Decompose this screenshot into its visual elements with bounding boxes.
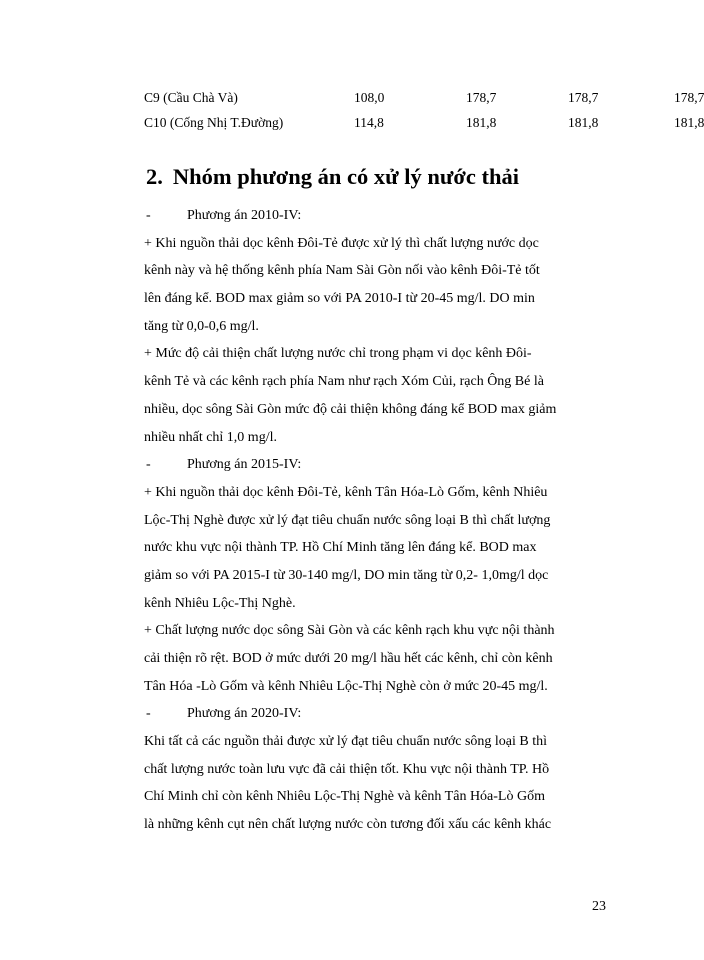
table-cell: 178,7 <box>466 90 497 105</box>
section-heading <box>146 164 519 190</box>
text-line: Chí Minh chỉ còn kênh Nhiêu Lộc-Thị Nghè và kênh Tân Hóa-Lò Gốm <box>144 789 545 805</box>
text-line: kênh này và hệ thống kênh phía Nam Sài Gòn nối vào kênh Đôi-Tẻ tốt <box>144 263 540 279</box>
text-line: lên đáng kể. BOD max giảm so với PA 2010-I từ 20-45 mg/l. DO min <box>144 291 535 307</box>
text-line: nhiều, dọc sông Sài Gòn mức độ cải thiện không đáng kể BOD max giảm <box>144 401 557 417</box>
text-line: + Khi nguồn thải dọc kênh Đôi-Tẻ được xử lý thì chất lượng nước dọc <box>144 235 539 251</box>
text-line: + Chất lượng nước dọc sông Sài Gòn và các kênh rạch khu vực nội thành <box>144 623 555 639</box>
table-cell: 108,0 <box>354 90 385 105</box>
table-row <box>0 115 704 135</box>
text-line: + Mức độ cải thiện chất lượng nước chỉ trong phạm vi dọc kênh Đôi- <box>144 346 532 362</box>
table-cell: 178,7 <box>568 90 599 105</box>
station-name: C10 (Cống Nhị T.Đường) <box>144 115 284 130</box>
bullet-dash: - <box>146 706 151 722</box>
text-line: Lộc-Thị Nghè được xử lý đạt tiêu chuẩn nước sông loại B thì chất lượng <box>144 512 551 528</box>
section-title: Nhóm phương án có xử lý nước thải <box>172 164 519 189</box>
option-label: Phương án 2015-IV: <box>187 457 302 473</box>
text-line: nước khu vực nội thành TP. Hồ Chí Minh tăng lên đáng kể. BOD max <box>144 540 537 556</box>
text-line: + Khi nguồn thải dọc kênh Đôi-Tẻ, kênh Tân Hóa-Lò Gốm, kênh Nhiêu <box>144 484 548 500</box>
table-row <box>0 90 704 110</box>
option-label: Phương án 2010-IV: <box>187 208 302 223</box>
text-line: Khi tất cả các nguồn thải được xử lý đạt tiêu chuẩn nước sông loại B thì <box>144 734 548 750</box>
table-cell: 181,8 <box>674 115 704 130</box>
option-label: Phương án 2020-IV: <box>187 706 302 722</box>
table-cell: 178,7 <box>674 90 704 105</box>
text-line: giảm so với PA 2015-I từ 30-140 mg/l, DO min tăng từ 0,2- 1,0mg/l dọc <box>144 567 549 583</box>
bullet-dash: - <box>146 208 151 223</box>
text-line: cải thiện rõ rệt. BOD ở mức dưới 20 mg/l hầu hết các kênh, chỉ còn kênh <box>144 651 553 666</box>
text-line: là những kênh cụt nên chất lượng nước còn tương đối xấu các kênh khác <box>144 817 552 833</box>
text-line: tăng từ 0,0-0,6 mg/l. <box>144 318 259 334</box>
body-text <box>144 202 584 839</box>
station-name: C9 (Cầu Chà Và) <box>144 90 238 105</box>
text-line: kênh Nhiêu Lộc-Thị Nghè. <box>144 595 296 611</box>
page-number: 23 <box>592 899 606 914</box>
text-line: chất lượng nước toàn lưu vực đã cải thiện tốt. Khu vực nội thành TP. Hồ <box>144 761 550 777</box>
text-line: kênh Tẻ và các kênh rạch phía Nam như rạch Xóm Củi, rạch Ông Bé là <box>144 374 544 390</box>
option-heading <box>144 202 584 230</box>
text-line: Tân Hóa -Lò Gốm và kênh Nhiêu Lộc-Thị Nghè còn ở mức 20-45 mg/l. <box>144 678 548 694</box>
section-number: 2. <box>146 164 163 189</box>
table-cell: 181,8 <box>466 115 497 130</box>
bullet-dash: - <box>146 457 151 473</box>
option-heading <box>144 451 584 479</box>
option-heading <box>144 700 584 728</box>
text-line: nhiều nhất chỉ 1,0 mg/l. <box>144 429 277 445</box>
table-cell: 114,8 <box>354 115 384 130</box>
table-cell: 181,8 <box>568 115 599 130</box>
